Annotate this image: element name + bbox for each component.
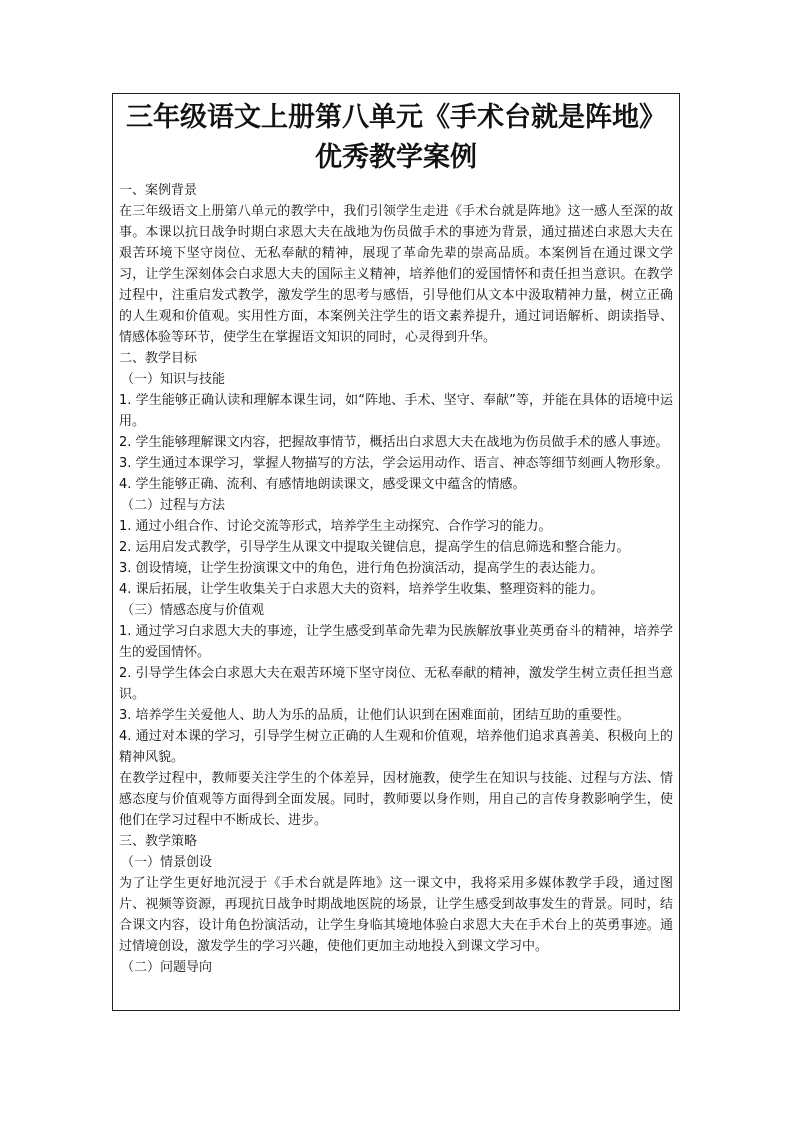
objective-emotion-item-4: 4. 通过对本课的学习，引导学生树立正确的人生观和价值观，培养他们追求真善美、积极向上的精神风貌。 (119, 729, 673, 765)
scenario-creation-paragraph: 为了让学生更好地沉浸于《手术台就是阵地》这一课文中，我将采用多媒体教学手段，通过图片、视频等资源，再现抗日战争时期战地医院的场景，让学生感受到故事发生的背景。同时，结合课文内容，设计角色扮演活动，让学生身临其境地体验白求恩大夫在手术台上的英勇事迹。通过情境创设，激发学生的学习兴趣，使他们更加主动地投入到课文学习中。 (119, 876, 673, 954)
objective-knowledge-item-3: 3. 学生通过本课学习，掌握人物描写的方法，学会运用动作、语言、神态等细节刻画人物形象。 (119, 456, 669, 471)
objective-emotion-item-3: 3. 培养学生关爱他人、助人为乐的品质，让他们认识到在困难面前，团结互助的重要性。 (119, 708, 630, 723)
objective-emotion-item-2: 2. 引导学生体会白求恩大夫在艰苦环境下坚守岗位、无私奉献的精神，激发学生树立责任担当意识。 (119, 666, 673, 702)
objective-knowledge-item-2: 2. 学生能够理解课文内容，把握故事情节，概括出白求恩大夫在战地为伤员做手术的感人事迹。 (119, 435, 669, 450)
subsection-scenario-creation: （一）情景创设 (121, 855, 213, 870)
objective-process-item-4: 4. 课后拓展，让学生收集关于白求恩大夫的资料，培养学生收集、整理资料的能力。 (119, 582, 604, 597)
section-heading-objectives: 二、教学目标 (119, 351, 198, 366)
objective-process-item-1: 1. 通过小组合作、讨论交流等形式，培养学生主动探究、合作学习的能力。 (119, 519, 552, 534)
objective-emotion-item-1: 1. 通过学习白求恩大夫的事迹，让学生感受到革命先辈为民族解放事业英勇奋斗的精神，培养学生的爱国情怀。 (119, 624, 673, 660)
objective-knowledge-item-1: 1. 学生能够正确认读和理解本课生词，如“阵地、手术、坚守、奉献”等，并能在具体的语境中运用。 (119, 393, 673, 429)
document-frame (112, 93, 680, 1011)
objectives-closing-paragraph: 在教学过程中，教师要关注学生的个体差异，因材施教，使学生在知识与技能、过程与方法、情感态度与价值观等方面得到全面发展。同时，教师要以身作则，用自己的言传身教影响学生，使他们在学习过程中不断成长、进步。 (119, 771, 673, 828)
background-paragraph: 在三年级语文上册第八单元的教学中，我们引领学生走进《手术台就是阵地》这一感人至深的故事。本课以抗日战争时期白求恩大夫在战地为伤员做手术的事迹为背景，通过描述白求恩大夫在艰苦环境下坚守岗位、无私奉献的精神，展现了革命先辈的崇高品质。本案例旨在通过课文学习，让学生深刻体会白求恩大夫的国际主义精神，培养他们的爱国情怀和责任担当意识。在教学过程中，注重启发式教学，激发学生的思考与感悟，引导他们从文本中汲取精神力量，树立正确的人生观和价值观。实用性方面，本案例关注学生的语文素养提升，通过词语解析、朗读指导、情感体验等环节，使学生在掌握语文知识的同时，心灵得到升华。 (119, 204, 673, 345)
objective-process-item-3: 3. 创设情境，让学生扮演课文中的角色，进行角色扮演活动，提高学生的表达能力。 (119, 561, 604, 576)
document-body (113, 180, 679, 978)
section-heading-strategies: 三、教学策略 (119, 834, 198, 849)
subsection-emotion-values: （三）情感态度与价值观 (121, 603, 265, 618)
document-title-line-1: 三年级语文上册第八单元《手术台就是阵地》 (126, 102, 666, 133)
subsection-problem-oriented: （二）问题导向 (121, 960, 213, 975)
objective-process-item-2: 2. 运用启发式教学，引导学生从课文中提取关键信息，提高学生的信息筛选和整合能力。 (119, 540, 630, 555)
objective-knowledge-item-4: 4. 学生能够正确、流利、有感情地朗读课文，感受课文中蕴含的情感。 (119, 477, 526, 492)
document-title-line-2: 优秀教学案例 (315, 142, 477, 173)
section-heading-background: 一、案例背景 (119, 183, 198, 198)
subsection-knowledge-skills: （一）知识与技能 (121, 372, 226, 387)
subsection-process-methods: （二）过程与方法 (121, 498, 226, 513)
